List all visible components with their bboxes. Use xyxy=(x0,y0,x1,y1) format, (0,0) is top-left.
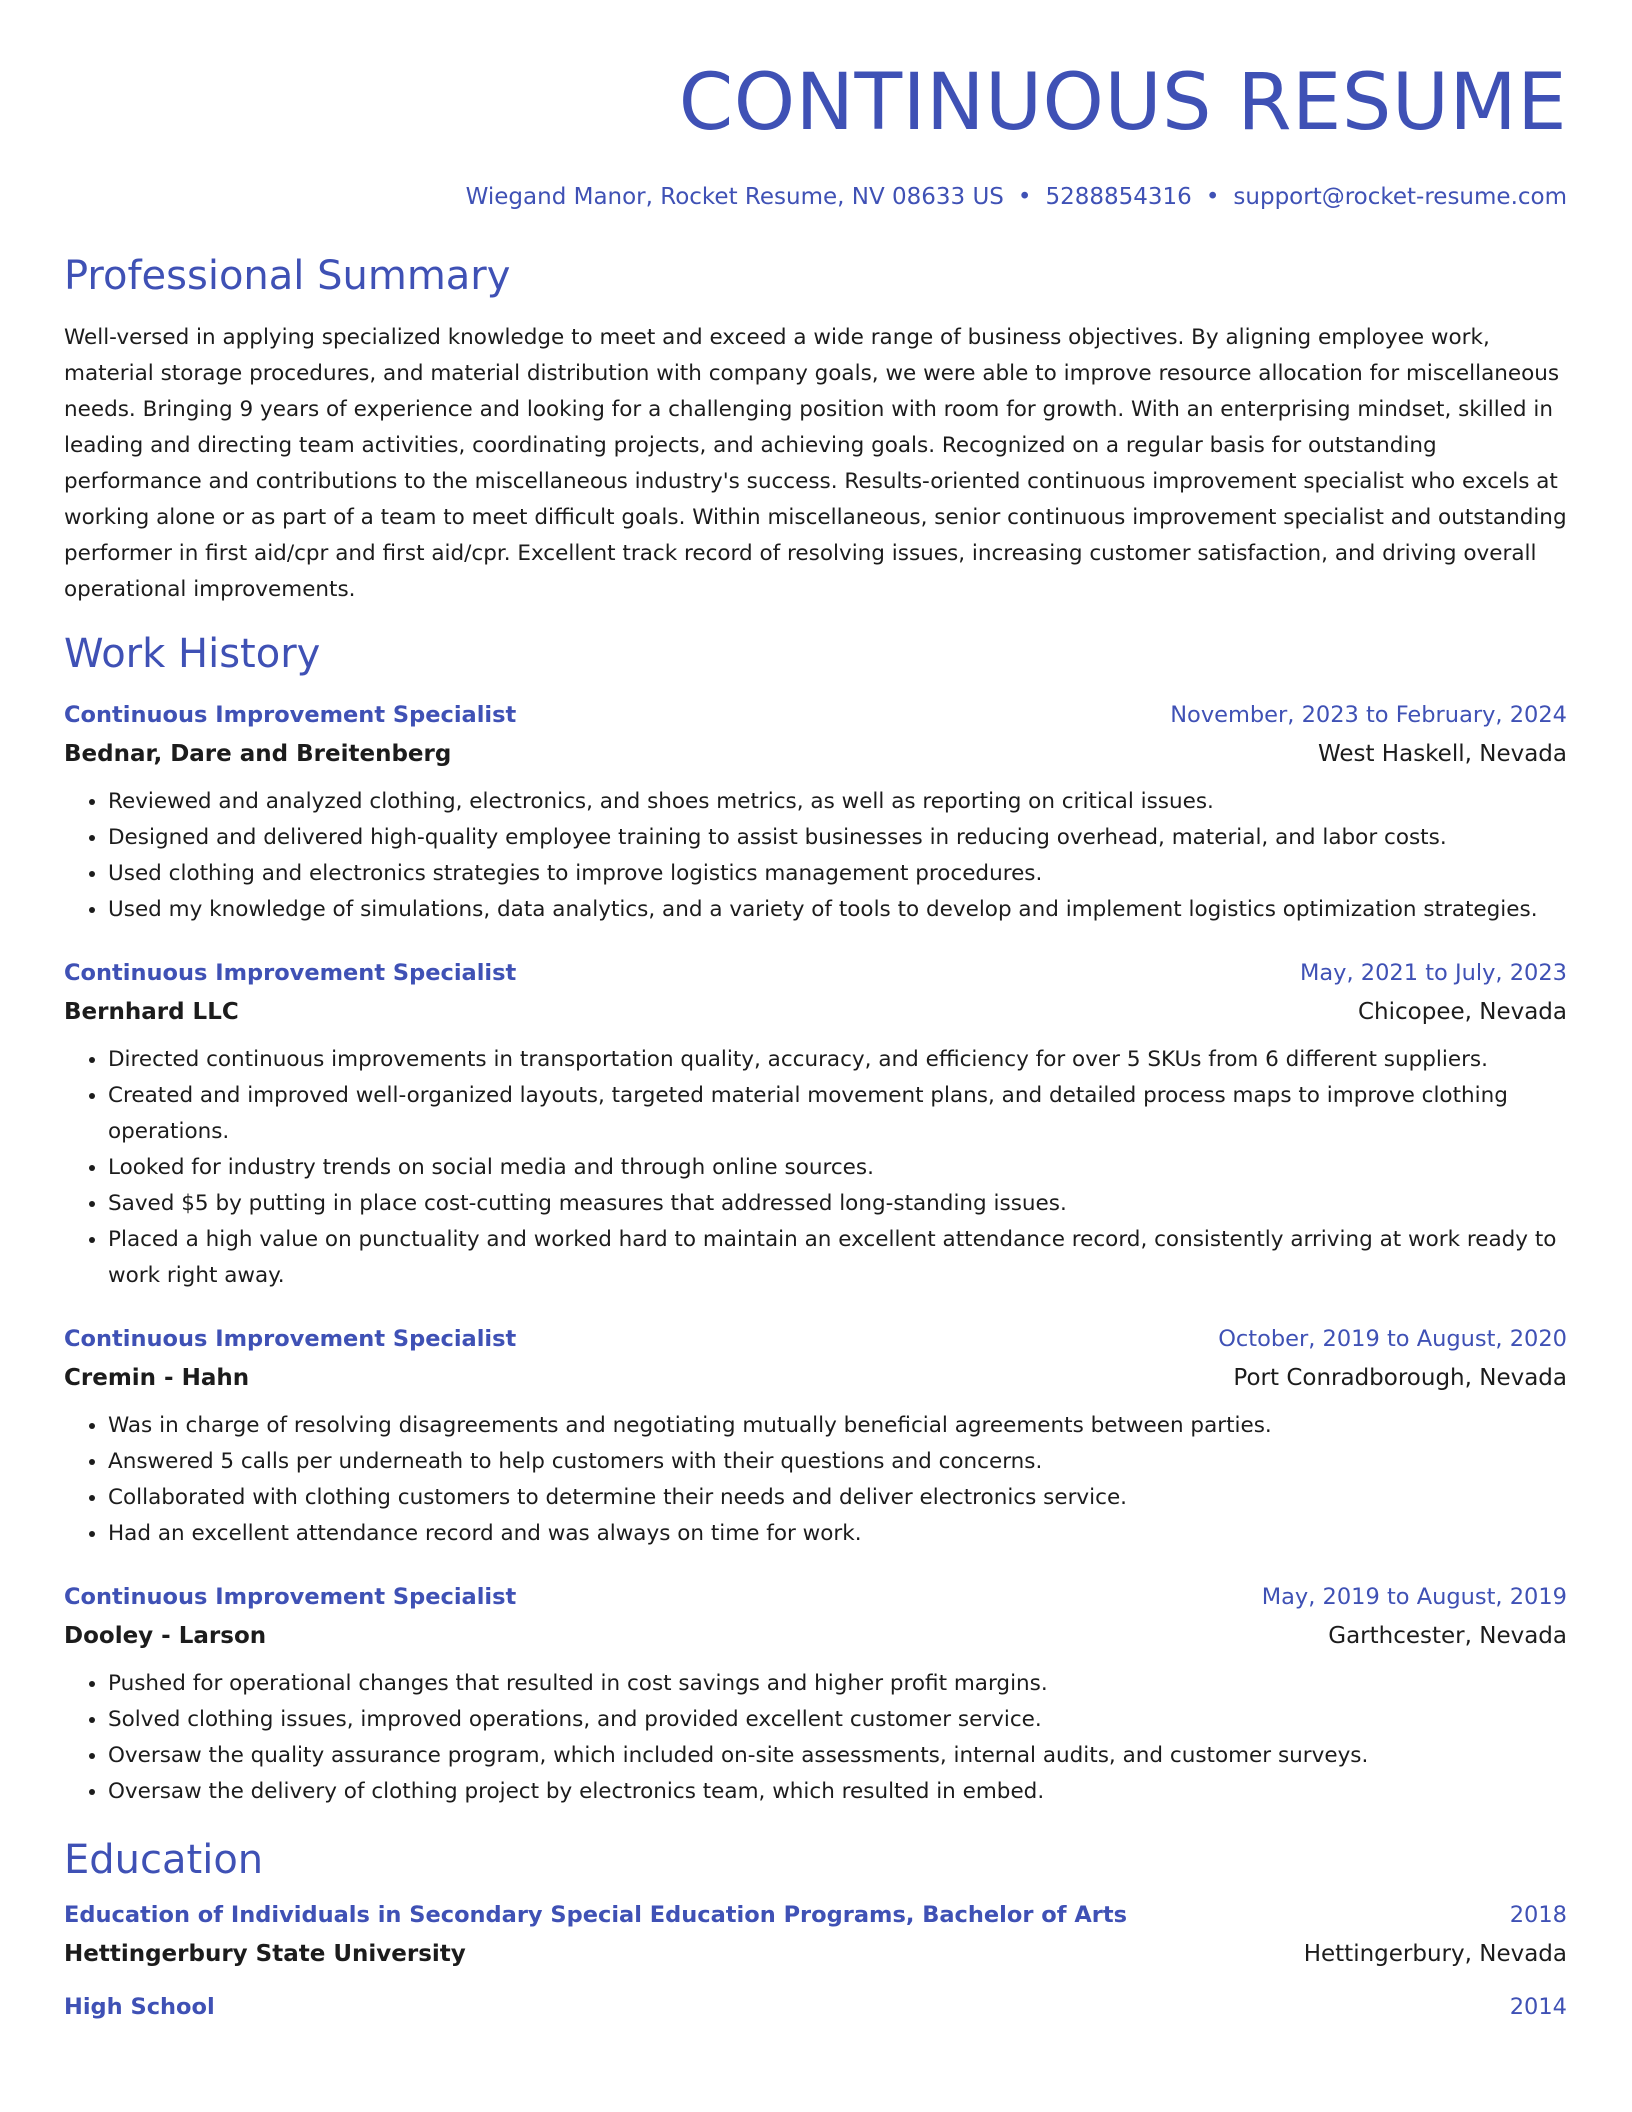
job-bullet: • Used clothing and electronics strategies to improve logistics management procedures. xyxy=(108,856,1567,892)
contact-line xyxy=(64,180,1567,214)
job-bullet: • Directed continuous improvements in transportation quality, accuracy, and efficiency for over 5 SKUs from 6 different suppliers. xyxy=(108,1042,1567,1078)
job-bullet: • Placed a high value on punctuality and worked hard to maintain an excellent attendance record, consistently arriving at work ready to work right away. xyxy=(108,1222,1567,1294)
education-heading: Education xyxy=(64,1837,264,1883)
job-company: Bednar, Dare and Breitenberg xyxy=(64,741,452,767)
job-location: Chicopee, Nevada xyxy=(1357,999,1567,1025)
contact-separator: • xyxy=(1205,184,1220,210)
education-entry xyxy=(64,1988,1567,2026)
job-bullet: • Collaborated with clothing customers to determine their needs and deliver electronics service. xyxy=(108,1480,1567,1516)
job-bullet: • Designed and delivered high-quality employee training to assist businesses in reducing overhead, material, and labor costs. xyxy=(108,820,1567,856)
job-bullet: • Pushed for operational changes that resulted in cost savings and higher profit margins. xyxy=(108,1666,1567,1702)
education-degree: High School xyxy=(64,1994,215,2020)
contact-separator: • xyxy=(1017,184,1032,210)
job-location: Garthcester, Nevada xyxy=(1328,1623,1567,1649)
job-role: Continuous Improvement Specialist xyxy=(64,702,517,728)
job-entry xyxy=(64,1578,1567,1810)
job-bullet: • Had an excellent attendance record and was always on time for work. xyxy=(108,1516,1567,1552)
job-dates: November, 2023 to February, 2024 xyxy=(1170,702,1567,728)
job-bullet: • Oversaw the delivery of clothing project by electronics team, which resulted in embed. xyxy=(108,1774,1567,1810)
education-year: 2018 xyxy=(1509,1902,1567,1928)
resume-page xyxy=(64,0,1567,2026)
job-bullet: • Saved $5 by putting in place cost-cutting measures that addressed long-standing issues. xyxy=(108,1186,1567,1222)
job-bullet: • Answered 5 calls per underneath to help customers with their questions and concerns. xyxy=(108,1444,1567,1480)
resume-name: CONTINUOUS RESUME xyxy=(678,58,1567,148)
job-bullet: • Was in charge of resolving disagreements and negotiating mutually beneficial agreements between parties. xyxy=(108,1408,1567,1444)
job-bullet: • Solved clothing issues, improved operations, and provided excellent customer service. xyxy=(108,1702,1567,1738)
job-bullets xyxy=(64,1666,1567,1810)
job-dates: May, 2019 to August, 2019 xyxy=(1261,1584,1567,1610)
job-company: Dooley - Larson xyxy=(64,1623,267,1649)
contact-phone: 5288854316 xyxy=(1045,184,1192,210)
job-bullets xyxy=(64,1408,1567,1552)
contact-address: Wiegand Manor, Rocket Resume, NV 08633 US xyxy=(465,184,1004,210)
summary-heading: Professional Summary xyxy=(64,253,511,299)
job-bullet: • Used my knowledge of simulations, data analytics, and a variety of tools to develop and implement logistics optimization strategies. xyxy=(108,892,1567,928)
job-role: Continuous Improvement Specialist xyxy=(64,1584,517,1610)
job-bullet: • Oversaw the quality assurance program, which included on-site assessments, internal audits, and customer surveys. xyxy=(108,1738,1567,1774)
job-entry xyxy=(64,696,1567,928)
job-bullet: • Looked for industry trends on social media and through online sources. xyxy=(108,1150,1567,1186)
education-degree: Education of Individuals in Secondary Special Education Programs, Bachelor of Arts xyxy=(64,1902,1128,1928)
work-history-heading: Work History xyxy=(64,631,321,677)
job-company: Cremin - Hahn xyxy=(64,1365,250,1391)
summary-text: Well-versed in applying specialized knowledge to meet and exceed a wide range of business objectives. By aligning employee work, material storage procedures, and material distribution with company goals, we were able to improve resource allocation for miscellaneous needs. Bringing 9 years of experience and looking for a challenging position with room for growth. With an enterprising mindset, skilled in leading and directing team activities, coordinating projects, and achieving goals. Recognized on a regular basis for outstanding performance and contributions to the miscellaneous industry's success. Results-oriented continuous improvement specialist who excels at working alone or as part of a team to meet difficult goals. Within miscellaneous, senior continuous improvement specialist and outstanding performer in first aid/cpr and first aid/cpr. Excellent track record of resolving issues, increasing customer satisfaction, and driving overall operational improvements. xyxy=(64,325,1567,602)
contact-email: support@rocket-resume.com xyxy=(1233,184,1567,210)
job-bullets xyxy=(64,1042,1567,1294)
education-school: Hettingerbury State University xyxy=(64,1941,466,1967)
job-company: Bernhard LLC xyxy=(64,999,239,1025)
job-role: Continuous Improvement Specialist xyxy=(64,1326,517,1352)
job-location: Port Conradborough, Nevada xyxy=(1233,1365,1567,1391)
job-bullet: • Created and improved well-organized layouts, targeted material movement plans, and detailed process maps to improve clothing operations. xyxy=(108,1078,1567,1150)
job-location: West Haskell, Nevada xyxy=(1317,741,1567,767)
job-dates: May, 2021 to July, 2023 xyxy=(1299,960,1567,986)
education-year: 2014 xyxy=(1509,1994,1567,2020)
education-location: Hettingerbury, Nevada xyxy=(1303,1941,1567,1967)
job-dates: October, 2019 to August, 2020 xyxy=(1218,1326,1567,1352)
job-bullets xyxy=(64,784,1567,928)
job-bullet: • Reviewed and analyzed clothing, electronics, and shoes metrics, as well as reporting on critical issues. xyxy=(108,784,1567,820)
education-entry xyxy=(64,1896,1567,1974)
job-entry xyxy=(64,954,1567,1294)
job-entry xyxy=(64,1320,1567,1552)
job-role: Continuous Improvement Specialist xyxy=(64,960,517,986)
